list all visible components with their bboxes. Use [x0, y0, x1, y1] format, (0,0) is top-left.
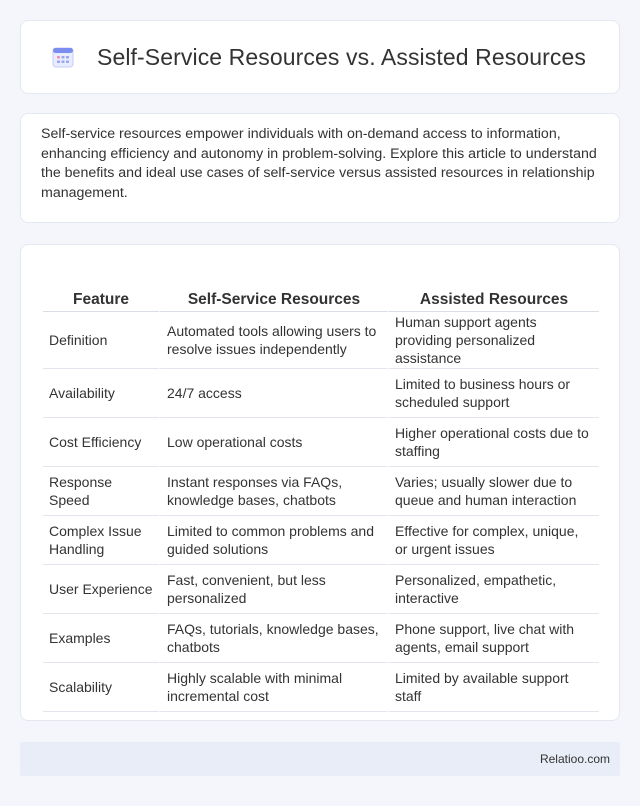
- self-service-cell: FAQs, tutorials, knowledge bases, chatbots: [159, 614, 387, 663]
- self-service-cell: Instant responses via FAQs, knowledge bases, chatbots: [159, 467, 387, 516]
- assisted-cell: Human support agents providing personalized assistance: [387, 312, 599, 369]
- intro-text: Self-service resources empower individuals with on-demand access to information, enhancing efficiency and autonomy in problem-solving. Explore this article to understand the benefits and ideal use cases of self-service versus assisted resources in relationship management.: [41, 126, 597, 201]
- table-row: [43, 516, 599, 565]
- table-row: [43, 467, 599, 516]
- assisted-cell: Limited by available support staff: [387, 663, 599, 712]
- footer: [20, 742, 620, 776]
- comparison-table: [43, 265, 599, 712]
- footer-brand: Relatioo.com: [539, 752, 610, 766]
- calendar-icon: [51, 45, 75, 69]
- self-service-cell: Automated tools allowing users to resolve issues independently: [159, 312, 387, 369]
- self-service-cell: 24/7 access: [159, 369, 387, 418]
- assisted-cell: Personalized, empathetic, interactive: [387, 565, 599, 614]
- self-service-cell: Low operational costs: [159, 418, 387, 467]
- feature-cell: Response Speed: [43, 467, 159, 516]
- assisted-cell: Limited to business hours or scheduled support: [387, 369, 599, 418]
- self-service-cell: Fast, convenient, but less personalized: [159, 565, 387, 614]
- self-service-cell: Limited to common problems and guided solutions: [159, 516, 387, 565]
- table-row: [43, 418, 599, 467]
- comparison-card: [20, 244, 620, 721]
- assisted-cell: Phone support, live chat with agents, email support: [387, 614, 599, 663]
- page-title: Self-Service Resources vs. Assisted Resources: [97, 43, 586, 70]
- feature-cell: Definition: [43, 312, 159, 369]
- assisted-cell: Higher operational costs due to staffing: [387, 418, 599, 467]
- feature-cell: Complex Issue Handling: [43, 516, 159, 565]
- self-service-cell: Highly scalable with minimal incremental cost: [159, 663, 387, 712]
- header-card: [20, 20, 620, 94]
- table-row: [43, 312, 599, 369]
- header-feature: Feature: [43, 265, 159, 312]
- feature-cell: Availability: [43, 369, 159, 418]
- header-self-service: Self-Service Resources: [159, 265, 387, 312]
- feature-cell: User Experience: [43, 565, 159, 614]
- table-row: [43, 369, 599, 418]
- table-row: [43, 565, 599, 614]
- feature-cell: Scalability: [43, 663, 159, 712]
- table-header-row: [43, 265, 599, 312]
- table-row: [43, 663, 599, 712]
- assisted-cell: Effective for complex, unique, or urgent issues: [387, 516, 599, 565]
- intro-card: [20, 113, 620, 223]
- assisted-cell: Varies; usually slower due to queue and human interaction: [387, 467, 599, 516]
- feature-cell: Examples: [43, 614, 159, 663]
- feature-cell: Cost Efficiency: [43, 418, 159, 467]
- table-row: [43, 614, 599, 663]
- header-assisted: Assisted Resources: [387, 265, 599, 312]
